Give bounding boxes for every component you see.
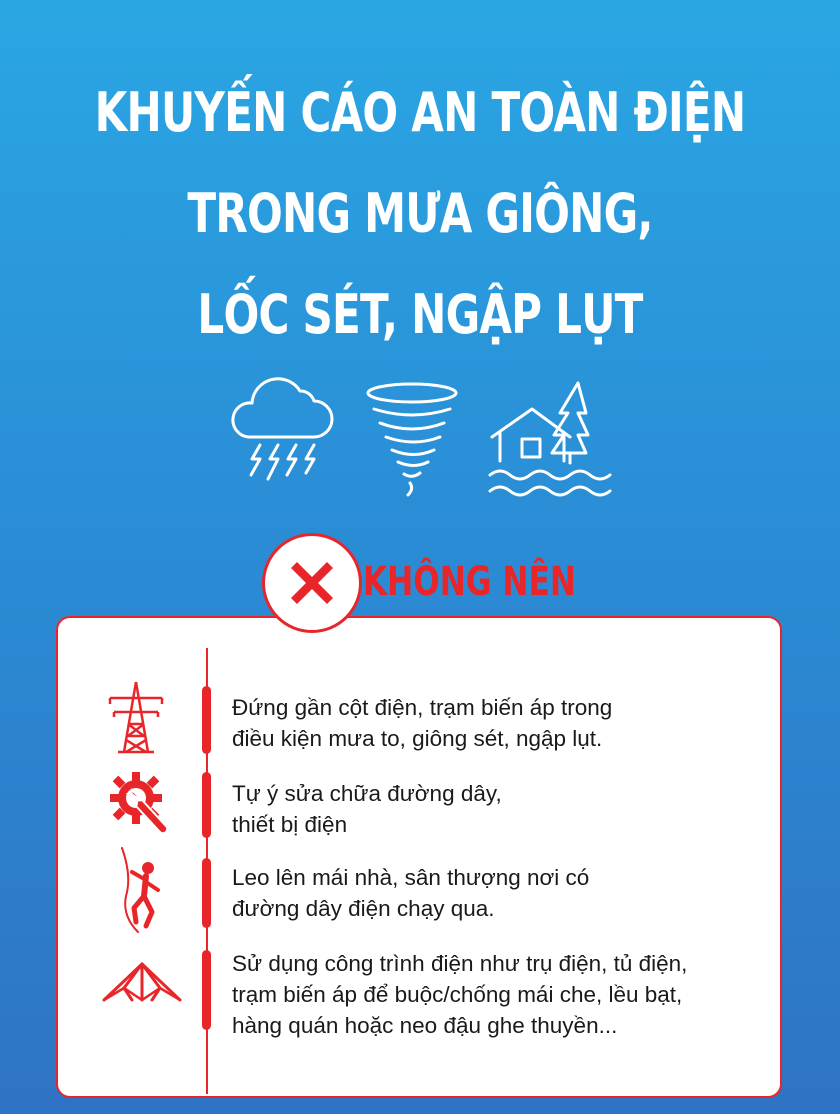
title-line-2: TRONG MƯA GIÔNG, bbox=[187, 182, 653, 245]
item-marker bbox=[202, 772, 211, 838]
item-text-line: Leo lên mái nhà, sân thượng nơi có bbox=[232, 865, 590, 890]
list-item bbox=[232, 692, 772, 754]
list-item bbox=[232, 948, 772, 1041]
title-line-3: LỐC SÉT, NGẬP LỤT bbox=[197, 283, 643, 346]
item-text-line: điều kiện mưa to, giông sét, ngập lụt. bbox=[232, 726, 603, 751]
hazard-icons bbox=[0, 375, 840, 505]
item-text-line: hàng quán hoặc neo đậu ghe thuyền... bbox=[232, 1013, 618, 1038]
tornado-icon bbox=[362, 379, 462, 499]
gear-wrench-icon bbox=[106, 768, 174, 836]
item-text-line: Sử dụng công trình điện như trụ điện, tủ điện, bbox=[232, 951, 688, 976]
item-text-line: trạm biến áp để buộc/chống mái che, lều bạt, bbox=[232, 982, 683, 1007]
section-label: KHÔNG NÊN bbox=[363, 559, 576, 605]
item-marker bbox=[202, 686, 211, 754]
tent-icon bbox=[102, 960, 182, 1006]
item-text-line: thiết bị điện bbox=[232, 812, 348, 837]
list-item bbox=[232, 778, 772, 840]
power-tower-icon bbox=[106, 680, 166, 754]
title-line-1: KHUYẾN CÁO AN TOÀN ĐIỆN bbox=[94, 81, 746, 144]
climbing-person-icon bbox=[118, 846, 168, 934]
item-marker bbox=[202, 858, 211, 928]
list-item bbox=[232, 862, 772, 924]
item-text-line: Đứng gần cột điện, trạm biến áp trong bbox=[232, 695, 613, 720]
storm-cloud-lightning-icon bbox=[226, 377, 336, 495]
item-text-line: Tự ý sửa chữa đường dây, bbox=[232, 781, 502, 806]
red-x-icon bbox=[283, 554, 341, 612]
section-badge bbox=[262, 533, 362, 633]
item-text-line: đường dây điện chạy qua. bbox=[232, 896, 495, 921]
item-marker bbox=[202, 950, 211, 1030]
flooded-house-icon bbox=[486, 379, 616, 501]
page-title bbox=[92, 62, 747, 365]
